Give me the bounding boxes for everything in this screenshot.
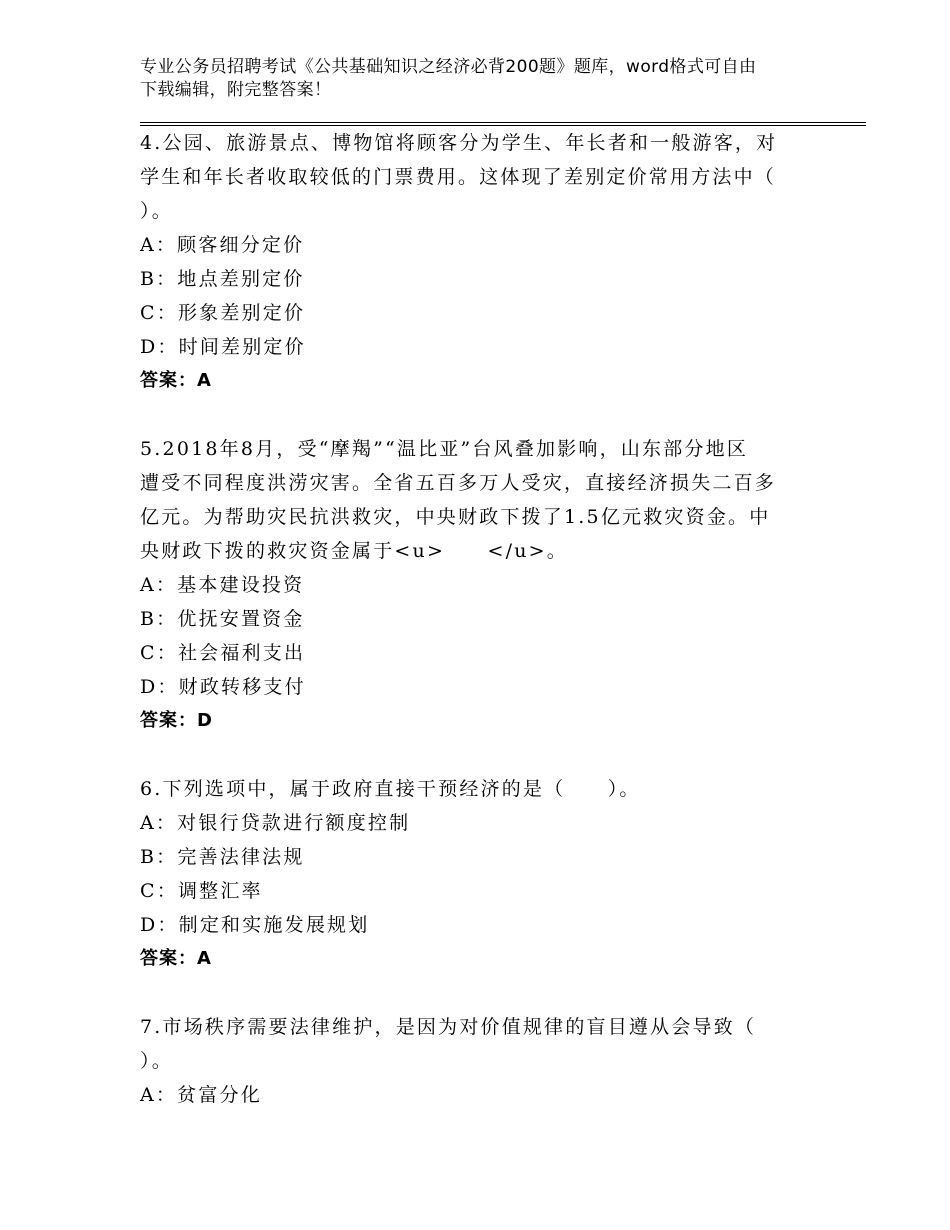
question-stem-line: 6.下列选项中，属于政府直接干预经济的是（ ）。 (140, 778, 641, 800)
question-7 (140, 1010, 810, 1112)
option-a: A：对银行贷款进行额度控制 (140, 812, 411, 834)
question-stem-line: 7.市场秩序需要法律维护，是因为对价值规律的盲目遵从会导致（ (140, 1016, 757, 1038)
document-header (140, 56, 820, 102)
question-stem-line: 央财政下拨的救灾资金属于<u> </u>。 (140, 540, 568, 562)
option-d: D：制定和实施发展规划 (140, 914, 370, 936)
option-c: C：调整汇率 (140, 880, 263, 902)
question-list (140, 126, 810, 1112)
question-stem-line: ）。 (140, 200, 173, 222)
answer-key: 答案：D (140, 710, 213, 731)
question-stem-line: 5.2018年8月，受“摩羯”“温比亚”台风叠加影响，山东部分地区 (140, 438, 749, 460)
option-b: B：地点差别定价 (140, 268, 305, 290)
question-stem-line: 学生和年长者收取较低的门票费用。这体现了差别定价常用方法中（ (140, 166, 777, 188)
option-d: D：时间差别定价 (140, 336, 306, 358)
option-a: A：顾客细分定价 (140, 234, 305, 256)
question-4 (140, 126, 810, 398)
option-b: B：完善法律法规 (140, 846, 305, 868)
option-c: C：社会福利支出 (140, 642, 306, 664)
question-spacer (140, 398, 810, 432)
option-a: A：贫富分化 (140, 1084, 262, 1106)
question-stem-line: 遭受不同程度洪涝灾害。全省五百多万人受灾，直接经济损失二百多 (140, 472, 777, 494)
question-stem-line: ）。 (140, 1050, 173, 1072)
question-spacer (140, 976, 810, 1010)
answer-key: 答案：A (140, 948, 212, 969)
header-divider-top (140, 122, 866, 123)
option-a: A：基本建设投资 (140, 574, 305, 596)
question-stem-line: 4.公园、旅游景点、博物馆将顾客分为学生、年长者和一般游客，对 (140, 132, 778, 154)
option-b: B：优抚安置资金 (140, 608, 305, 630)
question-6 (140, 772, 810, 976)
question-stem-line: 亿元。为帮助灾民抗洪救灾，中央财政下拨了1.5亿元救灾资金。中 (140, 506, 771, 528)
header-title-line-2: 下载编辑，附完整答案！ (140, 80, 332, 100)
header-title-line-1: 专业公务员招聘考试《公共基础知识之经济必背200题》题库，word格式可自由 (140, 57, 757, 77)
question-spacer (140, 738, 810, 772)
option-c: C：形象差别定价 (140, 302, 306, 324)
answer-key: 答案：A (140, 370, 212, 391)
question-5 (140, 432, 810, 738)
option-d: D：财政转移支付 (140, 676, 306, 698)
